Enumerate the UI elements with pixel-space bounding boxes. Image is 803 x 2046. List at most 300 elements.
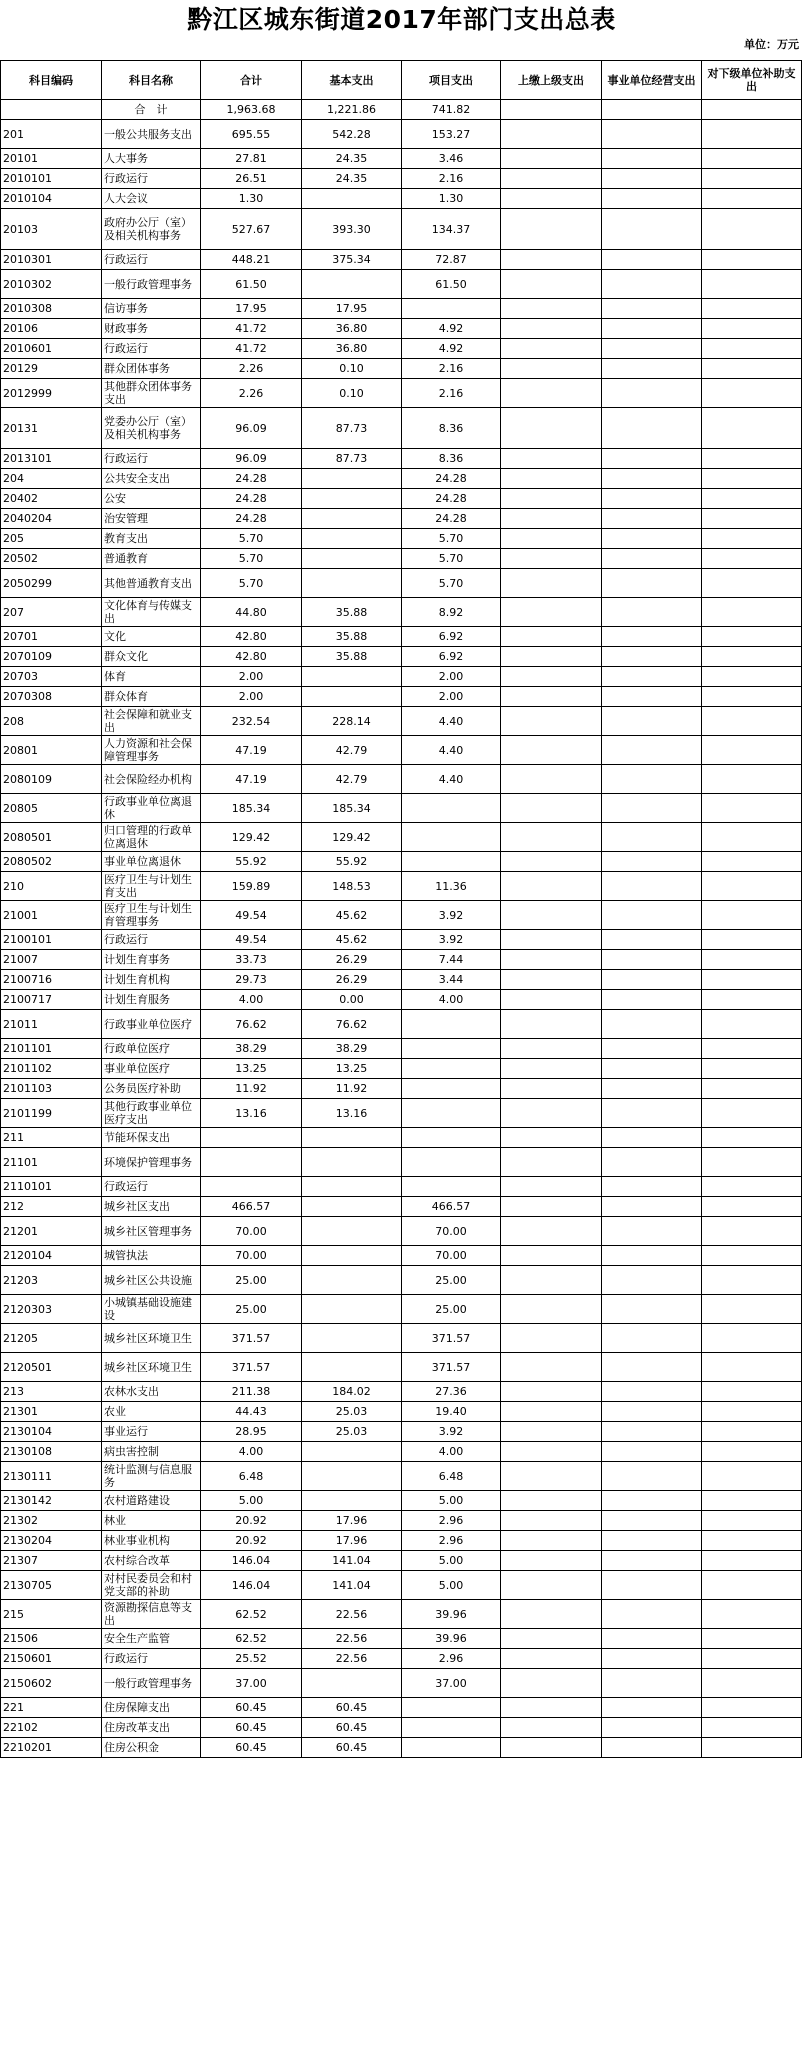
- cell-basic: [302, 1246, 402, 1266]
- cell-code: 20805: [1, 794, 102, 823]
- cell-name: 社会保障和就业支出: [102, 707, 201, 736]
- cell-basic: [302, 1266, 402, 1295]
- cell-upper: [501, 1718, 602, 1738]
- cell-subsidy: [702, 1177, 802, 1197]
- cell-subsidy: [702, 990, 802, 1010]
- cell-upper: [501, 1295, 602, 1324]
- cell-basic: 185.34: [302, 794, 402, 823]
- table-row: [1, 872, 802, 901]
- cell-total: 37.00: [201, 1669, 302, 1698]
- cell-code: 22102: [1, 1718, 102, 1738]
- cell-business: [602, 1177, 702, 1197]
- cell-total: 38.29: [201, 1039, 302, 1059]
- cell-upper: [501, 1442, 602, 1462]
- cell-code: 207: [1, 598, 102, 627]
- table-row: [1, 339, 802, 359]
- cell-name: 住房保障支出: [102, 1698, 201, 1718]
- cell-total: 25.52: [201, 1649, 302, 1669]
- cell-project: 6.92: [402, 647, 501, 667]
- cell-business: [602, 1442, 702, 1462]
- cell-total: 29.73: [201, 970, 302, 990]
- cell-subsidy: [702, 489, 802, 509]
- cell-upper: [501, 1462, 602, 1491]
- cell-code: 2012999: [1, 379, 102, 408]
- cell-project: [402, 1738, 501, 1758]
- header-business: 事业单位经营支出: [602, 61, 702, 100]
- cell-project: 5.70: [402, 549, 501, 569]
- cell-total: 1.30: [201, 189, 302, 209]
- cell-basic: [302, 469, 402, 489]
- cell-business: [602, 1217, 702, 1246]
- cell-basic: [302, 489, 402, 509]
- cell-basic: 141.04: [302, 1551, 402, 1571]
- cell-code: 20502: [1, 549, 102, 569]
- cell-total: 24.28: [201, 469, 302, 489]
- cell-total: 60.45: [201, 1698, 302, 1718]
- cell-project: 72.87: [402, 250, 501, 270]
- cell-total: 42.80: [201, 627, 302, 647]
- cell-business: [602, 1629, 702, 1649]
- cell-subsidy: [702, 794, 802, 823]
- cell-subsidy: [702, 1600, 802, 1629]
- cell-subsidy: [702, 189, 802, 209]
- cell-total: 25.00: [201, 1266, 302, 1295]
- cell-project: 37.00: [402, 1669, 501, 1698]
- cell-project: 5.70: [402, 569, 501, 598]
- cell-name: 城乡社区公共设施: [102, 1266, 201, 1295]
- cell-subsidy: [702, 901, 802, 930]
- cell-subsidy: [702, 930, 802, 950]
- cell-code: 2101103: [1, 1079, 102, 1099]
- cell-subsidy: [702, 1629, 802, 1649]
- cell-total: 5.70: [201, 549, 302, 569]
- cell-project: 2.96: [402, 1649, 501, 1669]
- table-row: [1, 149, 802, 169]
- table-row: [1, 765, 802, 794]
- cell-business: [602, 149, 702, 169]
- cell-business: [602, 1511, 702, 1531]
- table-row: [1, 1059, 802, 1079]
- cell-basic: [302, 1353, 402, 1382]
- cell-code: 2010101: [1, 169, 102, 189]
- header-code: 科目编码: [1, 61, 102, 100]
- cell-code: 215: [1, 1600, 102, 1629]
- cell-code: 2130104: [1, 1422, 102, 1442]
- cell-business: [602, 1422, 702, 1442]
- cell-total: 1,963.68: [201, 100, 302, 120]
- cell-total: 13.16: [201, 1099, 302, 1128]
- cell-subsidy: [702, 270, 802, 299]
- cell-basic: 25.03: [302, 1402, 402, 1422]
- cell-basic: 26.29: [302, 970, 402, 990]
- cell-basic: 542.28: [302, 120, 402, 149]
- cell-subsidy: [702, 627, 802, 647]
- cell-project: 8.36: [402, 408, 501, 449]
- cell-code: 2100101: [1, 930, 102, 950]
- cell-code: 21001: [1, 901, 102, 930]
- cell-subsidy: [702, 687, 802, 707]
- cell-upper: [501, 1353, 602, 1382]
- cell-project: 25.00: [402, 1295, 501, 1324]
- cell-code: 211: [1, 1128, 102, 1148]
- cell-basic: 24.35: [302, 149, 402, 169]
- cell-name: 党委办公厅（室）及相关机构事务: [102, 408, 201, 449]
- cell-total: 44.43: [201, 1402, 302, 1422]
- cell-code: 20131: [1, 408, 102, 449]
- cell-code: 2120501: [1, 1353, 102, 1382]
- cell-name: 信访事务: [102, 299, 201, 319]
- cell-project: 4.00: [402, 1442, 501, 1462]
- cell-project: 5.00: [402, 1551, 501, 1571]
- cell-subsidy: [702, 1079, 802, 1099]
- table-row: [1, 1442, 802, 1462]
- cell-total: 146.04: [201, 1571, 302, 1600]
- cell-basic: [302, 270, 402, 299]
- cell-total: 527.67: [201, 209, 302, 250]
- table-row: [1, 1177, 802, 1197]
- cell-project: 24.28: [402, 509, 501, 529]
- table-header-row: [1, 61, 802, 100]
- cell-upper: [501, 667, 602, 687]
- cell-upper: [501, 1402, 602, 1422]
- table-row: [1, 1669, 802, 1698]
- table-row: [1, 120, 802, 149]
- cell-subsidy: [702, 1324, 802, 1353]
- cell-name: 医疗卫生与计划生育管理事务: [102, 901, 201, 930]
- cell-basic: [302, 1217, 402, 1246]
- cell-project: 4.40: [402, 707, 501, 736]
- cell-upper: [501, 1382, 602, 1402]
- cell-subsidy: [702, 209, 802, 250]
- cell-total: 47.19: [201, 736, 302, 765]
- cell-project: 4.00: [402, 990, 501, 1010]
- cell-project: 2.96: [402, 1511, 501, 1531]
- cell-project: [402, 794, 501, 823]
- cell-business: [602, 765, 702, 794]
- cell-subsidy: [702, 169, 802, 189]
- cell-name: 行政运行: [102, 449, 201, 469]
- cell-project: 2.16: [402, 379, 501, 408]
- cell-name: 农村综合改革: [102, 1551, 201, 1571]
- cell-name: 人力资源和社会保障管理事务: [102, 736, 201, 765]
- cell-name: 治安管理: [102, 509, 201, 529]
- cell-project: 61.50: [402, 270, 501, 299]
- cell-business: [602, 598, 702, 627]
- cell-business: [602, 1079, 702, 1099]
- table-row: [1, 823, 802, 852]
- cell-business: [602, 489, 702, 509]
- cell-project: 1.30: [402, 189, 501, 209]
- cell-total: 448.21: [201, 250, 302, 270]
- cell-basic: 22.56: [302, 1629, 402, 1649]
- cell-business: [602, 1551, 702, 1571]
- cell-business: [602, 1128, 702, 1148]
- table-row: [1, 449, 802, 469]
- cell-code: 2150601: [1, 1649, 102, 1669]
- cell-subsidy: [702, 1128, 802, 1148]
- cell-business: [602, 736, 702, 765]
- cell-name: 普通教育: [102, 549, 201, 569]
- cell-upper: [501, 509, 602, 529]
- table-row: [1, 569, 802, 598]
- cell-name: 统计监测与信息服务: [102, 1462, 201, 1491]
- cell-basic: 141.04: [302, 1571, 402, 1600]
- cell-upper: [501, 1511, 602, 1531]
- cell-business: [602, 1353, 702, 1382]
- cell-name: 事业单位医疗: [102, 1059, 201, 1079]
- cell-name: 群众团体事务: [102, 359, 201, 379]
- table-row: [1, 1382, 802, 1402]
- table-row: [1, 1217, 802, 1246]
- cell-total: 49.54: [201, 901, 302, 930]
- table-row: [1, 1148, 802, 1177]
- cell-code: 204: [1, 469, 102, 489]
- cell-basic: 1,221.86: [302, 100, 402, 120]
- cell-basic: 0.00: [302, 990, 402, 1010]
- cell-code: 208: [1, 707, 102, 736]
- cell-total: 76.62: [201, 1010, 302, 1039]
- cell-name: 行政运行: [102, 1177, 201, 1197]
- cell-code: 2120303: [1, 1295, 102, 1324]
- cell-subsidy: [702, 598, 802, 627]
- table-row: [1, 379, 802, 408]
- cell-project: 4.40: [402, 765, 501, 794]
- cell-code: 221: [1, 1698, 102, 1718]
- cell-project: [402, 1698, 501, 1718]
- cell-total: 25.00: [201, 1295, 302, 1324]
- cell-total: 20.92: [201, 1531, 302, 1551]
- cell-subsidy: [702, 823, 802, 852]
- cell-code: 205: [1, 529, 102, 549]
- cell-name: 一般行政管理事务: [102, 270, 201, 299]
- cell-upper: [501, 100, 602, 120]
- cell-subsidy: [702, 1531, 802, 1551]
- unit-label: 单位：万元: [744, 38, 799, 51]
- table-row: [1, 250, 802, 270]
- cell-upper: [501, 627, 602, 647]
- table-row: [1, 687, 802, 707]
- cell-total: 159.89: [201, 872, 302, 901]
- cell-total: [201, 1177, 302, 1197]
- cell-project: [402, 1010, 501, 1039]
- cell-total: 60.45: [201, 1718, 302, 1738]
- cell-total: 5.00: [201, 1491, 302, 1511]
- cell-total: 42.80: [201, 647, 302, 667]
- cell-subsidy: [702, 469, 802, 489]
- cell-subsidy: [702, 707, 802, 736]
- cell-name: 公安: [102, 489, 201, 509]
- cell-name: 群众体育: [102, 687, 201, 707]
- cell-total: 96.09: [201, 449, 302, 469]
- cell-upper: [501, 469, 602, 489]
- cell-upper: [501, 1217, 602, 1246]
- cell-basic: [302, 1442, 402, 1462]
- cell-name: 计划生育机构: [102, 970, 201, 990]
- cell-business: [602, 852, 702, 872]
- cell-project: [402, 1718, 501, 1738]
- table-row: [1, 1010, 802, 1039]
- cell-code: 21011: [1, 1010, 102, 1039]
- cell-total: 695.55: [201, 120, 302, 149]
- cell-basic: 76.62: [302, 1010, 402, 1039]
- cell-basic: 60.45: [302, 1698, 402, 1718]
- cell-basic: [302, 687, 402, 707]
- cell-name: 住房改革支出: [102, 1718, 201, 1738]
- cell-name: 安全生产监管: [102, 1629, 201, 1649]
- cell-upper: [501, 765, 602, 794]
- cell-total: 61.50: [201, 270, 302, 299]
- table-row: [1, 901, 802, 930]
- cell-upper: [501, 408, 602, 449]
- cell-name: 农林水支出: [102, 1382, 201, 1402]
- table-row: [1, 1039, 802, 1059]
- cell-code: 2040204: [1, 509, 102, 529]
- cell-basic: 24.35: [302, 169, 402, 189]
- cell-upper: [501, 1491, 602, 1511]
- cell-code: 21201: [1, 1217, 102, 1246]
- cell-upper: [501, 1059, 602, 1079]
- cell-upper: [501, 1571, 602, 1600]
- cell-code: 2130204: [1, 1531, 102, 1551]
- cell-upper: [501, 569, 602, 598]
- cell-upper: [501, 449, 602, 469]
- cell-upper: [501, 299, 602, 319]
- cell-project: 8.36: [402, 449, 501, 469]
- cell-basic: 22.56: [302, 1600, 402, 1629]
- cell-project: 5.00: [402, 1571, 501, 1600]
- cell-business: [602, 319, 702, 339]
- cell-business: [602, 1698, 702, 1718]
- cell-name: 财政事务: [102, 319, 201, 339]
- cell-name: 公务员医疗补助: [102, 1079, 201, 1099]
- cell-total: 5.70: [201, 569, 302, 598]
- cell-name: 行政事业单位离退休: [102, 794, 201, 823]
- cell-upper: [501, 1177, 602, 1197]
- cell-business: [602, 1718, 702, 1738]
- cell-subsidy: [702, 970, 802, 990]
- cell-basic: [302, 1177, 402, 1197]
- cell-code: 21506: [1, 1629, 102, 1649]
- cell-project: 8.92: [402, 598, 501, 627]
- cell-project: 24.28: [402, 469, 501, 489]
- cell-subsidy: [702, 250, 802, 270]
- cell-upper: [501, 1079, 602, 1099]
- cell-basic: [302, 529, 402, 549]
- table-row: [1, 1551, 802, 1571]
- cell-business: [602, 1010, 702, 1039]
- cell-project: [402, 1177, 501, 1197]
- cell-name: 资源勘探信息等支出: [102, 1600, 201, 1629]
- cell-name: 城乡社区管理事务: [102, 1217, 201, 1246]
- cell-upper: [501, 1324, 602, 1353]
- cell-basic: 45.62: [302, 930, 402, 950]
- cell-subsidy: [702, 1551, 802, 1571]
- header-basic: 基本支出: [302, 61, 402, 100]
- cell-name: 归口管理的行政单位离退休: [102, 823, 201, 852]
- cell-subsidy: [702, 1382, 802, 1402]
- cell-basic: 87.73: [302, 408, 402, 449]
- table-row: [1, 990, 802, 1010]
- table-row: [1, 1738, 802, 1758]
- cell-project: 741.82: [402, 100, 501, 120]
- cell-name: 城乡社区环境卫生: [102, 1324, 201, 1353]
- cell-name: 行政运行: [102, 169, 201, 189]
- cell-upper: [501, 901, 602, 930]
- cell-total: 6.48: [201, 1462, 302, 1491]
- cell-basic: [302, 1295, 402, 1324]
- cell-business: [602, 1039, 702, 1059]
- cell-project: 2.16: [402, 359, 501, 379]
- cell-code: 20106: [1, 319, 102, 339]
- cell-upper: [501, 250, 602, 270]
- cell-business: [602, 1148, 702, 1177]
- cell-business: [602, 449, 702, 469]
- cell-code: 20101: [1, 149, 102, 169]
- cell-upper: [501, 1649, 602, 1669]
- cell-total: 129.42: [201, 823, 302, 852]
- cell-name: 行政运行: [102, 930, 201, 950]
- cell-code: 2120104: [1, 1246, 102, 1266]
- cell-basic: 393.30: [302, 209, 402, 250]
- cell-total: 146.04: [201, 1551, 302, 1571]
- cell-code: 2080502: [1, 852, 102, 872]
- cell-business: [602, 509, 702, 529]
- cell-upper: [501, 1422, 602, 1442]
- cell-subsidy: [702, 647, 802, 667]
- cell-name: 社会保险经办机构: [102, 765, 201, 794]
- cell-total: 41.72: [201, 339, 302, 359]
- table-row: [1, 529, 802, 549]
- cell-code: 2101101: [1, 1039, 102, 1059]
- cell-project: 5.00: [402, 1491, 501, 1511]
- cell-subsidy: [702, 379, 802, 408]
- cell-business: [602, 549, 702, 569]
- table-row: [1, 1099, 802, 1128]
- cell-basic: [302, 509, 402, 529]
- cell-project: 39.96: [402, 1629, 501, 1649]
- cell-subsidy: [702, 667, 802, 687]
- cell-subsidy: [702, 1442, 802, 1462]
- cell-subsidy: [702, 1669, 802, 1698]
- cell-subsidy: [702, 1217, 802, 1246]
- cell-project: 3.92: [402, 930, 501, 950]
- cell-name: 计划生育事务: [102, 950, 201, 970]
- cell-project: [402, 852, 501, 872]
- cell-project: 70.00: [402, 1217, 501, 1246]
- cell-project: [402, 1039, 501, 1059]
- cell-business: [602, 687, 702, 707]
- cell-name: 城管执法: [102, 1246, 201, 1266]
- cell-project: 27.36: [402, 1382, 501, 1402]
- cell-total: 49.54: [201, 930, 302, 950]
- expenditure-table: [0, 60, 802, 1758]
- cell-total: 62.52: [201, 1629, 302, 1649]
- cell-name: 林业: [102, 1511, 201, 1531]
- cell-name: 文化: [102, 627, 201, 647]
- table-row: [1, 1649, 802, 1669]
- cell-business: [602, 169, 702, 189]
- cell-business: [602, 529, 702, 549]
- cell-subsidy: [702, 1197, 802, 1217]
- cell-total: 371.57: [201, 1324, 302, 1353]
- cell-project: 3.92: [402, 1422, 501, 1442]
- cell-business: [602, 189, 702, 209]
- table-row: [1, 1718, 802, 1738]
- cell-basic: 25.03: [302, 1422, 402, 1442]
- cell-code: 201: [1, 120, 102, 149]
- table-row: [1, 1462, 802, 1491]
- cell-code: 20701: [1, 627, 102, 647]
